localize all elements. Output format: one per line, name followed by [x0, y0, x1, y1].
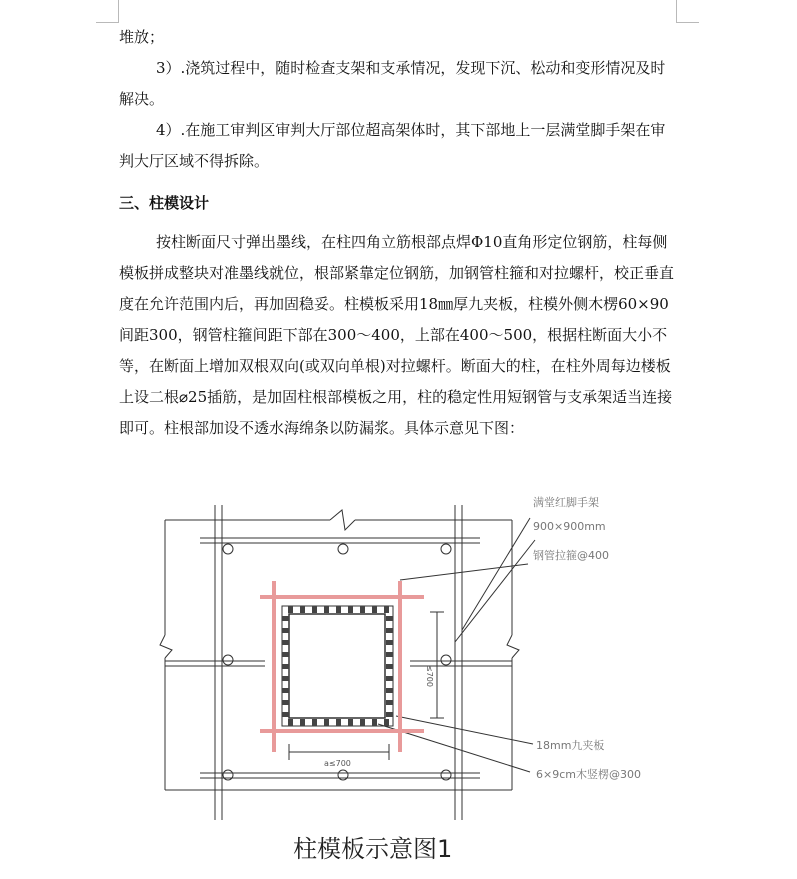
wood-joist [372, 606, 377, 613]
wood-joist [288, 606, 293, 613]
wood-joist [282, 688, 289, 693]
text-line-top: 堆放； [119, 28, 165, 46]
wood-joist [282, 628, 289, 633]
wood-joist [300, 719, 305, 726]
list-item-3: 3）.浇筑过程中，随时检查支架和支承情况，发现下沉、松动和变形情况及时解决。 [119, 59, 666, 108]
label-plywood: 18mm九夹板 [536, 739, 605, 752]
wood-joist [324, 719, 329, 726]
wood-joist [336, 719, 341, 726]
wood-joist [386, 688, 393, 693]
list-item-4: 4）.在施工审判区审判大厅部位超高架体时，其下部地上一层满堂脚手架在审判大厅区域不得拆除。 [119, 121, 666, 170]
wood-joist [282, 700, 289, 705]
wood-joist [282, 664, 289, 669]
wood-joist [360, 606, 365, 613]
wood-joist [312, 719, 317, 726]
wood-joist [282, 676, 289, 681]
wood-joist [360, 719, 365, 726]
wood-joist [386, 664, 393, 669]
wood-joist [386, 712, 393, 717]
wood-joist [282, 616, 289, 621]
wood-joist [300, 606, 305, 613]
wood-joist [348, 606, 353, 613]
wood-joist [288, 719, 293, 726]
label-scaffold-size: 900×900mm [533, 520, 606, 533]
wood-joist [282, 712, 289, 717]
wood-joist [282, 640, 289, 645]
section-heading: 三、柱模设计 [119, 194, 210, 212]
wood-joist [282, 652, 289, 657]
wood-joist [386, 676, 393, 681]
label-scaffold: 满堂红脚手架 [533, 496, 599, 509]
wood-joist [384, 606, 389, 613]
wood-joist [324, 606, 329, 613]
label-joist: 6×9cm木竖楞@300 [536, 768, 641, 781]
wood-joist [386, 700, 393, 705]
dimension-right: ≤700 [425, 665, 434, 687]
wood-joist [386, 628, 393, 633]
dimension-bottom: a≤700 [324, 759, 351, 768]
body-paragraph: 按柱断面尺寸弹出墨线，在柱四角立筋根部点焊Φ10直角形定位钢筋，柱每侧模板拼成整块对准墨线就位，根部紧靠定位钢筋，加钢管柱箍和对拉螺杆，校正垂直度在允许范围内后，再加固稳妥。柱模板采用18㎜厚九夹板，柱模外侧木楞60×90间距300，钢管柱箍间距下部在300～400，上部在400～500，根据柱断面大小不等，在断面上增加双根双向(或双向单根)对拉螺杆。断面大的柱，在柱外周每边楼板上设二根⌀25插筋，是加固柱根部模板之用，柱的稳定性用短钢管与支承架适当连接即可。柱根部加设不透水海绵条以防漏浆。具体示意见下图： [119, 233, 675, 437]
wood-joist [348, 719, 353, 726]
wood-joist [386, 652, 393, 657]
label-hoop: 钢管拉箍@400 [533, 549, 609, 562]
wood-joist [372, 719, 377, 726]
wood-joist [312, 606, 317, 613]
wood-joist [386, 616, 393, 621]
wood-joist [386, 640, 393, 645]
wood-joist [384, 719, 389, 726]
wood-joist [336, 606, 341, 613]
figure-caption: 柱模板示意图1 [293, 835, 453, 863]
